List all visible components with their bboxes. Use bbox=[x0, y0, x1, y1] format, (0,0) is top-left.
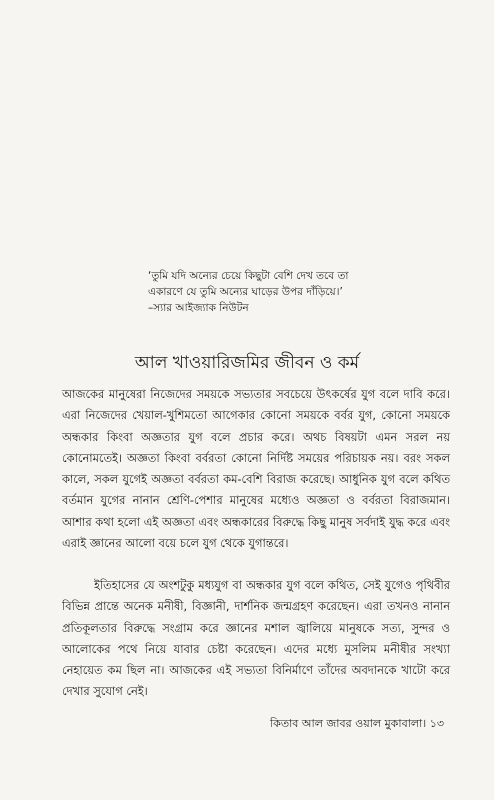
epigraph bbox=[148, 268, 408, 316]
page-footer bbox=[270, 716, 444, 732]
paragraph-2: ইতিহাসের যে অংশটুকু মধ্যযুগ বা অন্ধকার যুগ বলে কথিত, সেই যুগেও পৃথিবীর বিভিন্ন প্রান্তে অনেক মনীষী, বিজ্ঞানী, দার্শনিক জন্মগ্রহণ করেছেন। এরা তখনও নানান প্রতিকূলতার বিরুদ্ধে সংগ্রাম করে জ্ঞানের মশাল জ্বালিয়ে মানুষকে সত্য, সুন্দর ও আলোকের পথে নিয়ে যাবার চেষ্টা করেছেন। এদের মধ্যে মুসলিম মনীষীর সংখ্যা নেহায়েত কম ছিল না। আজকের এই সভ্যতা বিনির্মাণে তাঁদের অবদানকে খাটো করে দেখার সুযোগ নেই। bbox=[62, 578, 450, 699]
paragraph-1: আজকের মানুষেরা নিজেদের সময়কে সভ্যতার সবচেয়ে উৎকর্ষের যুগ বলে দাবি করে। এরা নিজেদের খেয়াল-খুশিমতো আগেকার কোনো সময়কে বর্বর যুগ, কোনো সময়কে অন্ধকার কিংবা অজ্ঞতার যুগ বলে প্রচার করে। অথচ বিষয়টা এমন সরল নয় কোনোমতেই। অজ্ঞতা কিংবা বর্বরতা কোনো নির্দিষ্ট সময়ের পরিচায়ক নয়। বরং সকল কালে, সকল যুগেই অজ্ঞতা বর্বরতা কম-বেশি বিরাজ করেছে। আধুনিক যুগ বলে কথিত বর্তমান যুগের নানান শ্রেণি-পেশার মানুষের মধ্যেও অজ্ঞতা ও বর্বরতা বিরাজমান। আশার কথা হলো এই অজ্ঞতা এবং অন্ধকারের বিরুদ্ধে কিছু মানুষ সর্বদাই যুদ্ধ করে এবং এরাই জ্ঞানের আলো বয়ে চলে যুগ থেকে যুগান্তরে। bbox=[62, 387, 450, 551]
chapter-title: আল খাওয়ারিজমির জীবন ও কর্ম bbox=[134, 353, 360, 373]
page-number: ১৩ bbox=[429, 717, 444, 730]
epigraph-line: একারণে যে তুমি অন্যের ঘাড়ের উপর দাঁড়িয়ে।’ bbox=[148, 286, 343, 298]
epigraph-line: ‘তুমি যদি অন্যের চেয়ে কিছুটা বেশি দেখ তবে তা bbox=[148, 270, 349, 282]
running-title: কিতাব আল জাবর ওয়াল মুকাবালা। bbox=[269, 717, 427, 730]
epigraph-author: –স্যার আইজ্যাক নিউটন bbox=[148, 302, 249, 314]
